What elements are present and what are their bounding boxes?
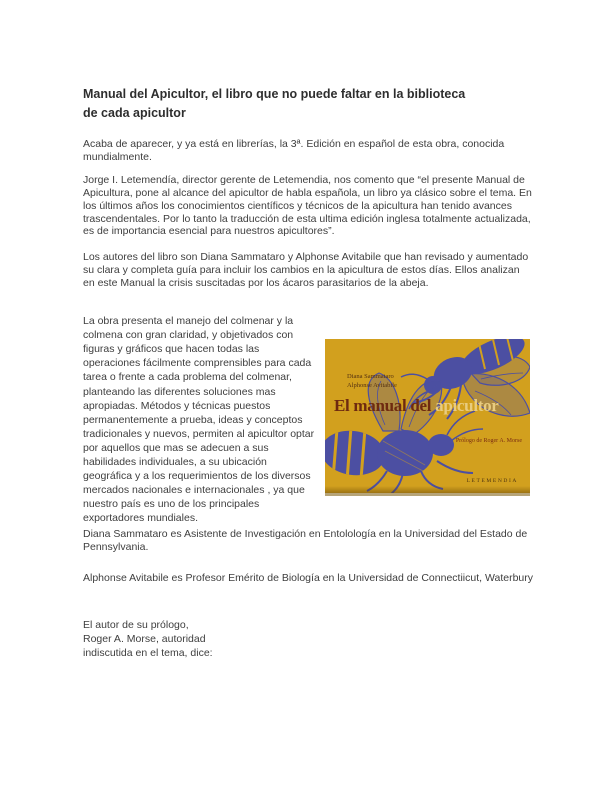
prologue-note-line2: Roger A. Morse, autoridad xyxy=(83,633,206,646)
paragraph-diana-bio: Diana Sammataro es Asistente de Investigación en Entolología en la Universidad del Estado de Pennsylvania. xyxy=(83,528,528,554)
document-content xyxy=(83,85,533,660)
paragraph-letemendia-quote: Jorge I. Letemendía, director gerente de Letemendia, nos comento que “el presente Manual de Apicultura, pone al alcance del apicultor de habla española, un libro ya clásico sobre el tema. En los últimos años los conocimientos científicos y técnicos de la apicultura han tenido avances trascendentales. Por lo tanto la traducción de esta ultima edición inglesa totalmente actualizada, es de importancia esencial para nuestros apicultores”. xyxy=(83,173,532,238)
cover-title xyxy=(334,396,530,416)
prologue-note-line3: indiscutida en el tema, dice: xyxy=(83,647,213,660)
paragraph-intro: Acaba de aparecer, y ya está en librerías, la 3ª. Edición en español de esta obra, conocida mundialmente. xyxy=(83,138,505,163)
prologue-note-line1: El autor de su prólogo, xyxy=(83,619,189,632)
page-title-line1: Manual del Apicultor, el libro que no puede faltar en la biblioteca xyxy=(83,87,466,101)
bee-illustration xyxy=(325,339,530,493)
book-cover xyxy=(325,339,530,493)
cover-prologue-credit: Prólogo de Roger A. Morse xyxy=(455,438,522,445)
paragraph-authors: Los autores del libro son Diana Sammataro y Alphonse Avitabile que han revisado y aumentado su clara y completa guía para incluir los cambios en la apicultura de estos días. Ellos analizan en este Manual la crisis suscitadas por los ácaros parasitarios de la abeja. xyxy=(83,251,529,290)
cover-author-2: Alphonse Avitabile xyxy=(347,381,397,389)
prologue-note xyxy=(83,618,533,660)
page-title xyxy=(83,85,533,123)
cover-title-dark: El manual del xyxy=(334,396,432,416)
cover-author-names xyxy=(347,373,397,390)
cover-author-1: Diana Sammataro xyxy=(347,373,394,381)
paragraph-obra: La obra presenta el manejo del colmenar y la colmena con gran claridad, y objetivados con figuras y gráficos que hacen todas las operaciones fácilmente comprensibles para cada tarea o frente a cada problema del colmenar, planteando las diferentes soluciones mas apropiadas. Métodos y técnicas puestos permanentemente a prueba, ideas y conceptos tradicionales y nuevos, permiten al apicultor optar por aquellos que mas se adecuen a sus habilidades individuales, a su ubicación geográfica y a los requerimientos de los diversos mercados nacionales e internacionales , ya que nuestro país es uno de los principales exportadores mundiales. xyxy=(83,315,315,525)
text-and-cover-section xyxy=(83,314,533,525)
cover-bottom-shadow xyxy=(325,486,530,493)
cover-publisher: LETEMENDIA xyxy=(466,478,518,485)
cover-title-light: apicultor xyxy=(435,396,499,416)
paragraph-alphonse-bio: Alphonse Avitabile es Profesor Emérito de Biología en la Universidad de Connectiicut, Waterbury xyxy=(83,572,533,585)
page-title-line2: de cada apicultor xyxy=(83,106,186,120)
